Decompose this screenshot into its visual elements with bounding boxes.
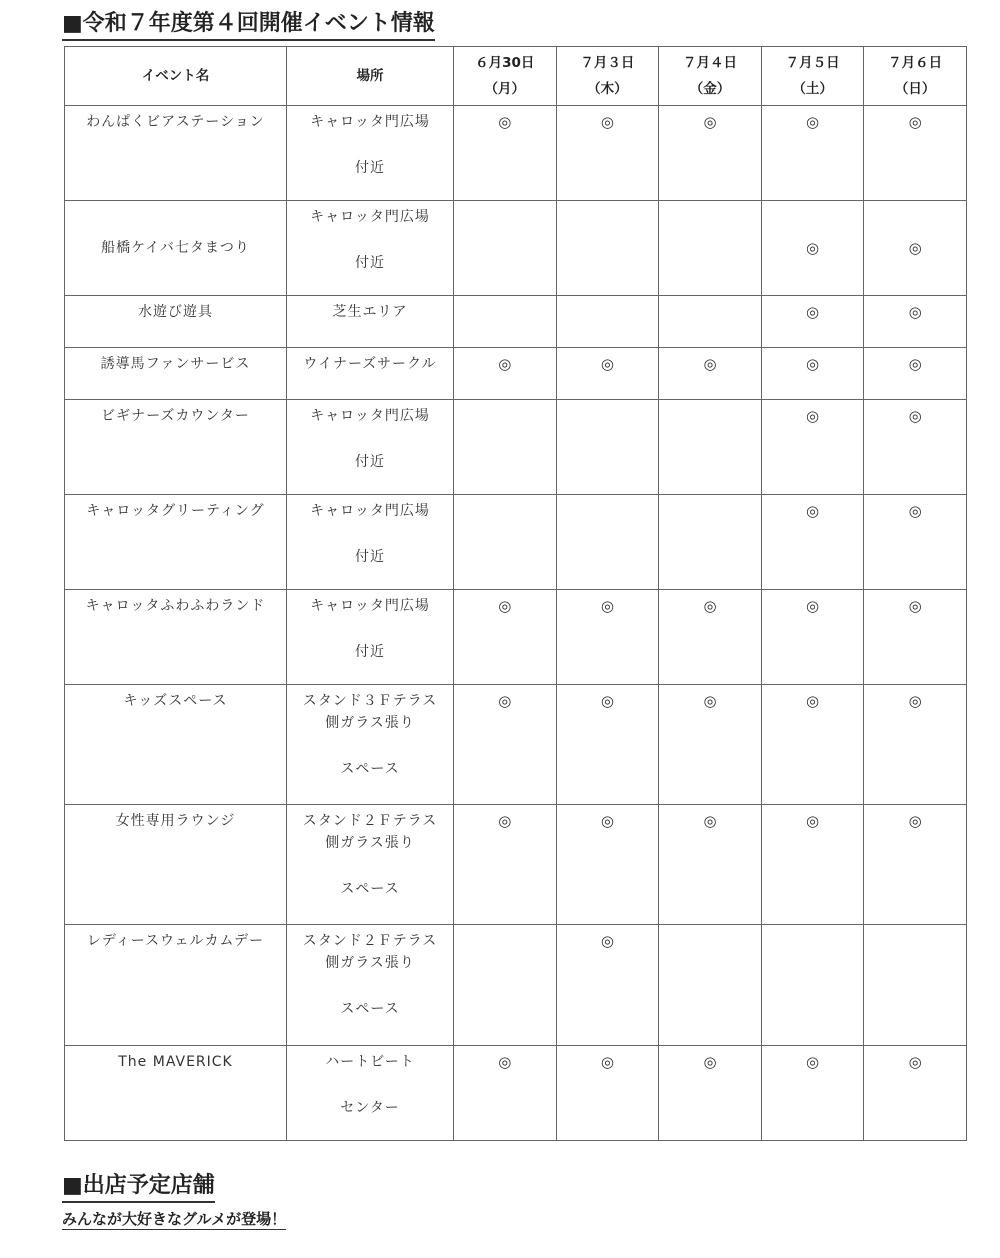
day-cell (864, 685, 967, 805)
header-day (659, 47, 762, 106)
day-cell (659, 590, 762, 685)
event-place (287, 1046, 453, 1119)
held-mark: ◎ (600, 692, 614, 710)
event-place (287, 685, 453, 780)
held-mark: ◎ (908, 355, 922, 373)
day-cell (659, 925, 762, 1046)
event-place (287, 495, 453, 568)
held-mark: ◎ (498, 1053, 512, 1071)
day-cell (761, 400, 864, 495)
event-place (287, 106, 453, 179)
day-cell (659, 106, 762, 201)
held-mark: ◎ (908, 812, 922, 830)
day-cell (659, 805, 762, 925)
day-cell (454, 1046, 557, 1141)
held-mark: ◎ (806, 1053, 820, 1071)
day-cell (659, 296, 762, 348)
held-mark: ◎ (498, 597, 512, 615)
place-line: キャロッタ門広場 (310, 209, 430, 225)
event-place-cell (287, 348, 454, 400)
day-cell (454, 400, 557, 495)
day-cell (454, 201, 557, 296)
day-cell (864, 925, 967, 1046)
day-cell (761, 495, 864, 590)
place-line: スペース (340, 881, 400, 897)
place-line: キャロッタ門広場 (310, 503, 430, 519)
day-cell (556, 925, 659, 1046)
place-line: スペース (340, 761, 400, 777)
event-name-cell (65, 925, 287, 1046)
held-mark: ◎ (600, 355, 614, 373)
place-line: 付近 (355, 255, 385, 271)
day-cell (864, 348, 967, 400)
held-mark: ◎ (600, 113, 614, 131)
header-date: ７月４日 (682, 55, 737, 71)
event-place (287, 348, 453, 375)
place-line: センター (340, 1100, 400, 1116)
place-line: 付近 (355, 160, 385, 176)
held-mark: ◎ (806, 407, 820, 425)
day-cell (659, 495, 762, 590)
header-date: ６月30日 (475, 55, 535, 71)
held-mark: ◎ (908, 303, 922, 321)
header-place: 場所 (287, 47, 454, 106)
day-cell (454, 348, 557, 400)
event-place (287, 805, 453, 900)
event-name-cell (65, 348, 287, 400)
header-date: ７月３日 (580, 55, 635, 71)
day-cell (556, 348, 659, 400)
event-name-cell (65, 590, 287, 685)
place-line: 付近 (355, 454, 385, 470)
event-name-cell (65, 1046, 287, 1141)
day-cell (761, 925, 864, 1046)
held-mark: ◎ (908, 113, 922, 131)
day-cell (556, 201, 659, 296)
header-event-name: イベント名 (65, 47, 287, 106)
event-name: 誘導馬ファンサービス (100, 356, 251, 372)
event-name: 水遊び遊具 (138, 304, 213, 320)
header-weekday: （月） (484, 81, 526, 97)
held-mark: ◎ (806, 597, 820, 615)
place-line: 芝生エリア (332, 304, 408, 320)
table-row (65, 201, 967, 296)
event-name: キャロッタグリーティング (86, 503, 265, 519)
day-cell (556, 805, 659, 925)
held-mark: ◎ (806, 355, 820, 373)
day-cell (454, 106, 557, 201)
held-mark: ◎ (703, 1053, 717, 1071)
header-day (556, 47, 659, 106)
day-cell (761, 106, 864, 201)
event-place-cell (287, 495, 454, 590)
place-line: キャロッタ門広場 (310, 408, 430, 424)
day-cell (556, 590, 659, 685)
held-mark: ◎ (600, 812, 614, 830)
held-mark: ◎ (806, 303, 820, 321)
event-name-cell (65, 400, 287, 495)
place-line: スタンド２Ｆテラス (302, 813, 438, 829)
event-name-cell (65, 495, 287, 590)
header-weekday: （金） (689, 81, 731, 97)
place-line: スタンド３Ｆテラス (302, 693, 438, 709)
place-line: 付近 (355, 549, 385, 565)
table-row (65, 925, 967, 1046)
held-mark: ◎ (703, 597, 717, 615)
event-name: レディースウェルカムデー (86, 933, 265, 949)
held-mark: ◎ (703, 812, 717, 830)
day-cell (454, 495, 557, 590)
day-cell (659, 348, 762, 400)
table-row (65, 805, 967, 925)
event-place (287, 400, 453, 473)
day-cell (864, 296, 967, 348)
day-cell (659, 201, 762, 296)
place-line: 側ガラス張り (325, 955, 415, 971)
event-name: The MAVERICK (118, 1054, 233, 1070)
header-weekday: （土） (792, 81, 833, 97)
header-day (864, 47, 967, 106)
held-mark: ◎ (908, 1053, 922, 1071)
day-cell (761, 296, 864, 348)
held-mark: ◎ (908, 502, 922, 520)
held-mark: ◎ (908, 239, 922, 257)
events-table (64, 46, 967, 1141)
table-row (65, 106, 967, 201)
held-mark: ◎ (600, 1053, 614, 1071)
event-name: わんぱくビアステーション (86, 114, 265, 130)
table-row (65, 1046, 967, 1141)
table-row (65, 685, 967, 805)
day-cell (659, 400, 762, 495)
event-place-cell (287, 106, 454, 201)
place-line: キャロッタ門広場 (310, 114, 430, 130)
held-mark: ◎ (806, 113, 820, 131)
header-weekday: （日） (894, 81, 936, 97)
place-line: ウイナーズサークル (303, 356, 437, 372)
held-mark: ◎ (908, 407, 922, 425)
header-day (761, 47, 864, 106)
shops-heading: ■出店予定店舗 (62, 1172, 215, 1203)
day-cell (864, 201, 967, 296)
day-cell (454, 590, 557, 685)
held-mark: ◎ (498, 113, 512, 131)
header-weekday: （木） (587, 81, 628, 97)
held-mark: ◎ (806, 239, 820, 257)
event-place (287, 296, 453, 323)
shops-subheading: みんなが大好きなグルメが登場！ (62, 1210, 287, 1228)
event-place-cell (287, 296, 454, 348)
day-cell (556, 296, 659, 348)
event-name: 女性専用ラウンジ (115, 813, 236, 829)
event-place-cell (287, 1046, 454, 1141)
place-line: 側ガラス張り (325, 715, 415, 731)
day-cell (761, 685, 864, 805)
place-line: スタンド２Ｆテラス (302, 933, 438, 949)
day-cell (556, 106, 659, 201)
held-mark: ◎ (908, 692, 922, 710)
day-cell (659, 685, 762, 805)
table-row (65, 296, 967, 348)
event-name: キッズスペース (123, 693, 228, 709)
held-mark: ◎ (703, 692, 717, 710)
event-name: 船橋ケイバ七タまつり (101, 240, 250, 256)
held-mark: ◎ (703, 355, 717, 373)
event-name-cell (65, 201, 287, 296)
day-cell (864, 1046, 967, 1141)
header-date: ７月６日 (888, 55, 943, 71)
held-mark: ◎ (806, 502, 820, 520)
day-cell (556, 495, 659, 590)
place-line: ハートビート (325, 1054, 415, 1070)
day-cell (556, 685, 659, 805)
day-cell (864, 590, 967, 685)
held-mark: ◎ (600, 932, 614, 950)
held-mark: ◎ (498, 812, 512, 830)
held-mark: ◎ (703, 113, 717, 131)
event-name-cell (65, 805, 287, 925)
event-place (287, 201, 453, 274)
held-mark: ◎ (806, 692, 820, 710)
held-mark: ◎ (806, 812, 820, 830)
day-cell (454, 805, 557, 925)
table-row (65, 348, 967, 400)
event-place-cell (287, 400, 454, 495)
day-cell (659, 1046, 762, 1141)
place-line: 側ガラス張り (325, 835, 415, 851)
day-cell (761, 590, 864, 685)
day-cell (864, 106, 967, 201)
event-place-cell (287, 201, 454, 296)
day-cell (556, 400, 659, 495)
event-name-cell (65, 685, 287, 805)
table-row (65, 400, 967, 495)
events-heading: ■令和７年度第４回開催イベント情報 (62, 10, 435, 41)
day-cell (761, 201, 864, 296)
event-place-cell (287, 590, 454, 685)
event-place (287, 590, 453, 663)
event-place-cell (287, 805, 454, 925)
table-row (65, 590, 967, 685)
day-cell (454, 685, 557, 805)
day-cell (761, 348, 864, 400)
event-place-cell (287, 685, 454, 805)
day-cell (761, 805, 864, 925)
day-cell (864, 400, 967, 495)
event-name-cell (65, 296, 287, 348)
day-cell (454, 925, 557, 1046)
place-line: キャロッタ門広場 (310, 598, 430, 614)
held-mark: ◎ (600, 597, 614, 615)
day-cell (454, 296, 557, 348)
held-mark: ◎ (908, 597, 922, 615)
day-cell (556, 1046, 659, 1141)
header-date: ７月５日 (785, 55, 840, 71)
table-header-row (65, 47, 967, 106)
event-name: キャロッタふわふわランド (85, 598, 266, 614)
place-line: スペース (340, 1001, 400, 1017)
place-line: 付近 (355, 644, 385, 660)
day-cell (761, 1046, 864, 1141)
event-place (287, 925, 453, 1020)
event-name-cell (65, 106, 287, 201)
header-day (454, 47, 557, 106)
event-place-cell (287, 925, 454, 1046)
day-cell (864, 495, 967, 590)
held-mark: ◎ (498, 355, 512, 373)
day-cell (864, 805, 967, 925)
event-name: ビギナーズカウンター (101, 408, 250, 424)
table-row (65, 495, 967, 590)
held-mark: ◎ (498, 692, 512, 710)
